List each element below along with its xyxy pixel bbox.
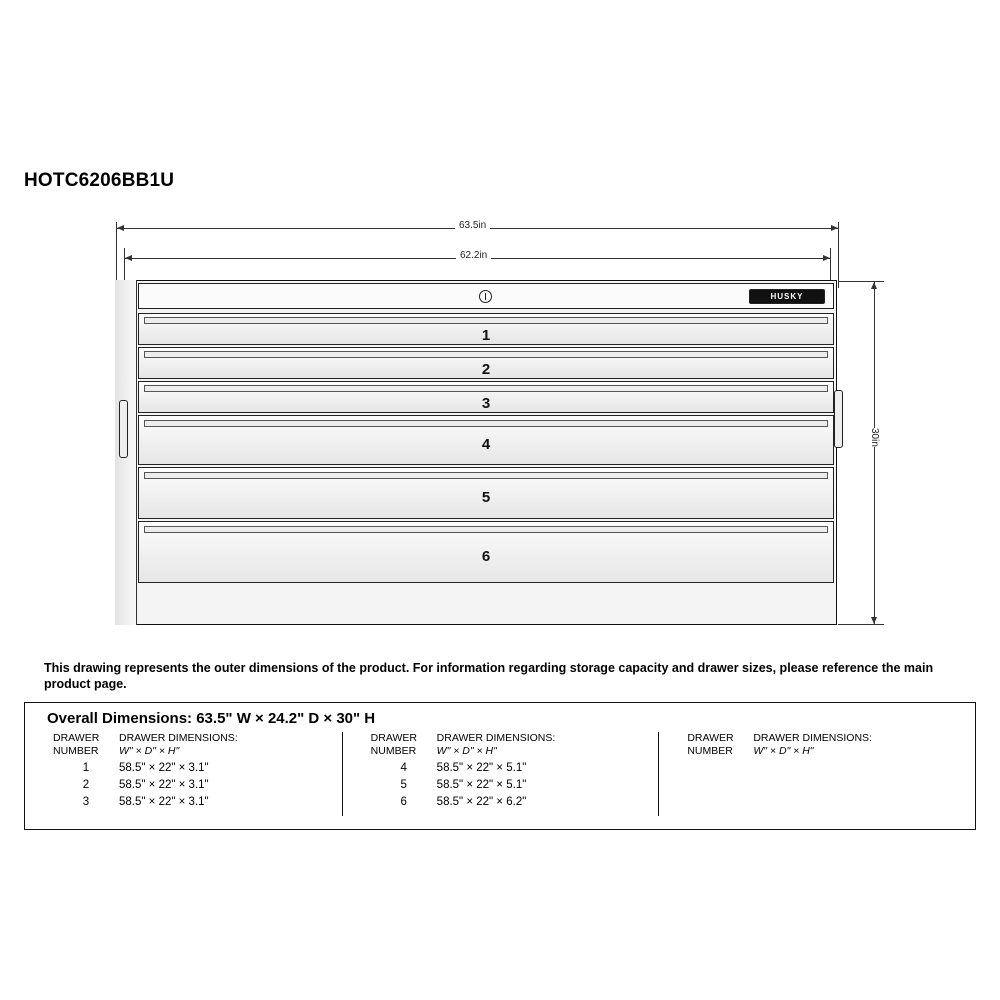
- overall-dimensions-title: Overall Dimensions: 63.5" W × 24.2" D × 30" H: [47, 710, 376, 727]
- col-header-number-line1: DRAWER: [370, 732, 417, 744]
- drawer-5: [138, 467, 834, 519]
- drawer-number-label: 3: [481, 395, 491, 412]
- dim-ext-top-height: [838, 281, 884, 282]
- dim-arrow-inner-left: [125, 255, 132, 261]
- drawer-6: [138, 521, 834, 583]
- dim-label-height: 30in: [869, 428, 880, 447]
- table-row: [53, 760, 342, 777]
- drawer-pull-5: [144, 472, 828, 479]
- drawer-number-cell: 5: [400, 778, 407, 791]
- drawer-number-label: 5: [481, 489, 491, 506]
- dim-arrow-outer-right: [831, 225, 838, 231]
- dimensions-column-2: [342, 732, 659, 816]
- dim-label-outer-width: 63.5in: [455, 220, 490, 231]
- drawer-dims-cell: 58.5" × 22" × 3.1": [119, 778, 209, 791]
- drawer-1: [138, 313, 834, 345]
- drawer-number-cell: 6: [400, 795, 407, 808]
- col-header-dims-line2: W" × D" × H": [119, 744, 180, 757]
- page-title: HOTC6206BB1U: [24, 170, 175, 191]
- col-header-number-line1: DRAWER: [687, 732, 734, 744]
- drawing-note: This drawing represents the outer dimensions of the product. For information regarding storage capacity and drawer sizes, please reference the main product page.: [44, 661, 934, 691]
- drawer-number-cell: 1: [82, 762, 90, 775]
- dim-ext-bottom-height: [838, 624, 884, 625]
- dim-arrow-outer-left: [117, 225, 124, 231]
- col-header-number-line2: NUMBER: [687, 744, 733, 757]
- drawer-number-cell: 3: [82, 795, 90, 808]
- drawer-pull-1: [144, 317, 828, 324]
- dim-arrow-height-top: [871, 282, 877, 289]
- table-row: [53, 794, 342, 811]
- drawer-dims-cell: 58.5" × 22" × 3.1": [119, 795, 209, 808]
- drawer-number-label: 1: [481, 327, 491, 344]
- col-header-number-line2: NUMBER: [370, 744, 417, 757]
- dim-ext-left-outer: [116, 222, 117, 288]
- dimensions-column-1: [25, 732, 342, 816]
- drawer-number-cell: 4: [400, 762, 407, 775]
- col-header-number-line2: NUMBER: [53, 744, 99, 757]
- drawer-pull-3: [144, 385, 828, 392]
- brand-badge: HUSKY: [749, 289, 825, 304]
- drawer-number-label: 6: [481, 548, 491, 565]
- product-drawing: [0, 200, 1000, 640]
- dim-label-inner-width: 62.2in: [456, 250, 491, 261]
- drawer-number-label: 4: [481, 436, 491, 453]
- table-row: [371, 777, 659, 794]
- cabinet-top-band: [138, 283, 834, 309]
- dim-ext-right-outer: [838, 222, 839, 288]
- table-row: [371, 760, 659, 777]
- drawer-4: [138, 415, 834, 465]
- dimensions-table: [24, 702, 976, 830]
- drawer-dims-cell: 58.5" × 22" × 6.2": [436, 795, 527, 808]
- col-header-dims-line1: DRAWER DIMENSIONS:: [436, 732, 556, 744]
- col-header-dims-line2: W" × D" × H": [436, 744, 497, 757]
- drawer-2: [138, 347, 834, 379]
- drawer-pull-6: [144, 526, 828, 533]
- cabinet-front-face: [138, 283, 834, 622]
- drawer-number-label: 2: [481, 361, 491, 378]
- dim-line-height: [874, 281, 875, 624]
- col-header-number-line1: DRAWER: [53, 732, 100, 744]
- drawer-pull-4: [144, 420, 828, 427]
- drawer-3: [138, 381, 834, 413]
- dim-arrow-height-bottom: [871, 617, 877, 624]
- drawer-dims-cell: 58.5" × 22" × 5.1": [436, 778, 527, 791]
- col-header-dims-line2: W" × D" × H": [753, 744, 814, 757]
- lock-icon: [479, 290, 492, 303]
- drawer-dims-cell: 58.5" × 22" × 5.1": [436, 762, 527, 775]
- drawer-number-cell: 2: [82, 778, 90, 791]
- drawer-dims-cell: 58.5" × 22" × 3.1": [119, 762, 209, 775]
- table-row: [371, 794, 659, 811]
- dimensions-column-3: [658, 732, 975, 816]
- side-handle-left: [119, 400, 128, 458]
- col-header-dims-line1: DRAWER DIMENSIONS:: [753, 732, 872, 744]
- table-row: [53, 777, 342, 794]
- dim-arrow-inner-right: [823, 255, 830, 261]
- drawer-pull-2: [144, 351, 828, 358]
- side-handle-right: [834, 390, 843, 448]
- col-header-dims-line1: DRAWER DIMENSIONS:: [119, 732, 238, 744]
